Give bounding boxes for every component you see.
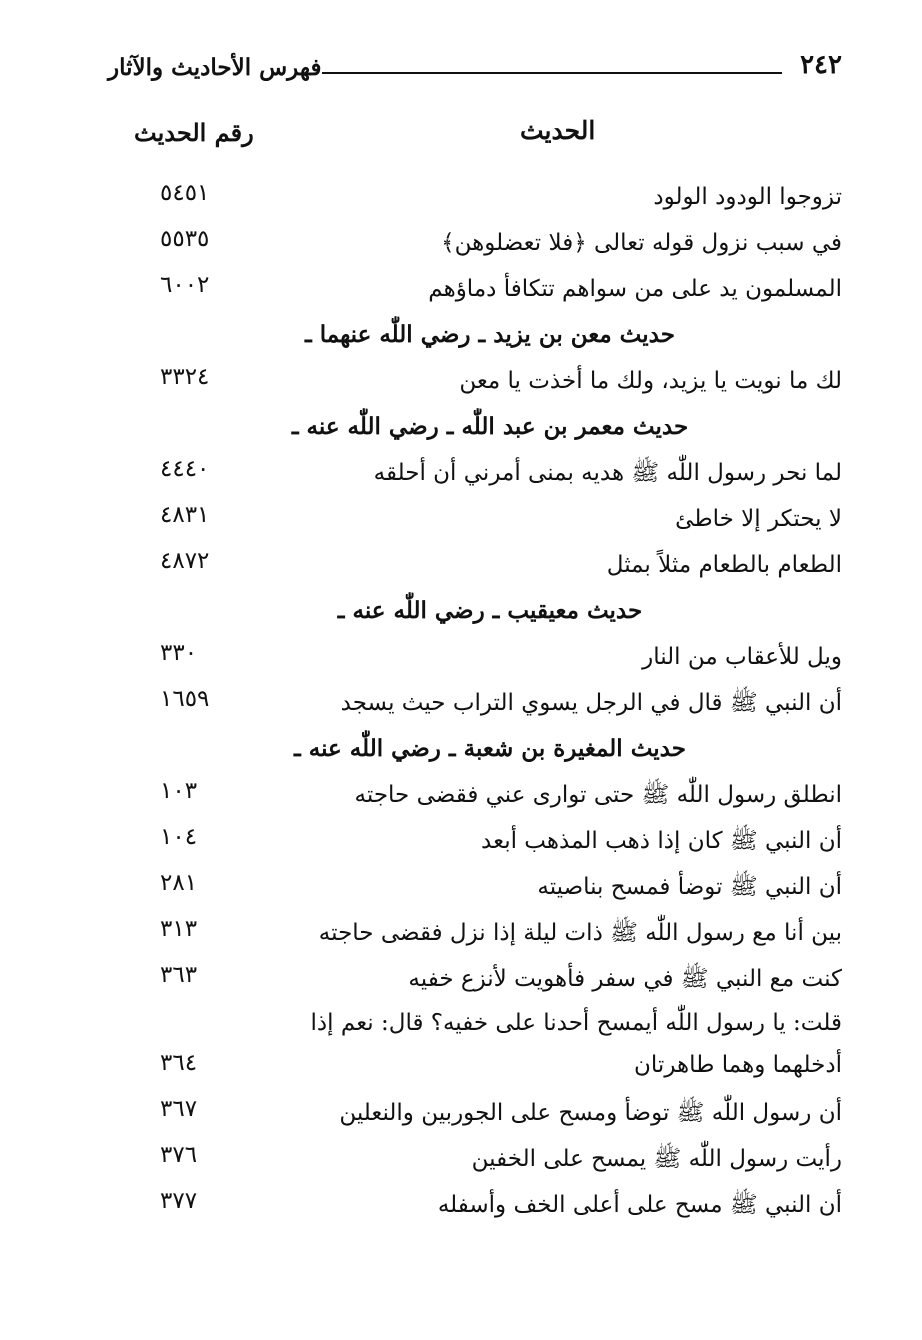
index-entry	[108, 998, 842, 1086]
index-entry	[108, 216, 842, 262]
hadith-number: ٣٦٤	[160, 1050, 198, 1076]
index-entry	[108, 906, 842, 952]
hadith-text: كنت مع النبي ﷺ في سفر فأهويت لأنزع خفيه	[408, 966, 842, 992]
section-title: حديث معن بن يزيد ـ رضي اللّٰه عنهما ـ	[305, 321, 675, 348]
hadith-text: انطلق رسول اللّٰه ﷺ حتى توارى عني فقضى حاجته	[354, 782, 842, 808]
index-entry	[108, 952, 842, 998]
hadith-number: ٣٣٠	[160, 640, 198, 666]
hadith-text: أن النبي ﷺ قال في الرجل يسوي التراب حيث يسجد	[340, 690, 842, 716]
section-heading	[108, 308, 842, 354]
hadith-number: ٣٣٢٤	[160, 364, 210, 390]
column-heading-number: رقم الحديث	[134, 118, 254, 147]
hadith-text: لك ما نويت يا يزيد، ولك ما أخذت يا معن	[459, 368, 842, 394]
index-entry	[108, 446, 842, 492]
hadith-text: لا يحتكر إلا خاطئ	[675, 506, 842, 532]
hadith-number: ٢٨١	[160, 870, 198, 896]
index-entry	[108, 1086, 842, 1132]
section-heading	[108, 400, 842, 446]
hadith-text: في سبب نزول قوله تعالى ﴿فلا تعضلوهن﴾	[441, 230, 842, 256]
hadith-number: ٤٤٤٠	[160, 456, 210, 482]
header-rule	[322, 72, 782, 74]
hadith-number: ٣٧٦	[160, 1142, 198, 1168]
running-header	[108, 48, 842, 88]
column-headings	[108, 114, 842, 154]
hadith-text: رأيت رسول اللّٰه ﷺ يمسح على الخفين	[471, 1146, 842, 1172]
hadith-text: قلت: يا رسول اللّٰه أيمسح أحدنا على خفيه؟ قال: نعم إذا أدخلهما وهما طاهرتان	[310, 1010, 842, 1078]
hadith-text: أن النبي ﷺ كان إذا ذهب المذهب أبعد	[481, 828, 842, 854]
section-title: حديث المغيرة بن شعبة ـ رضي اللّٰه عنه ـ	[294, 735, 686, 762]
hadith-number: ٥٥٣٥	[160, 226, 210, 252]
section-title: حديث معيقيب ـ رضي اللّٰه عنه ـ	[337, 597, 643, 624]
index-entry	[108, 630, 842, 676]
section-title: حديث معمر بن عبد اللّٰه ـ رضي اللّٰه عنه ـ	[291, 413, 689, 440]
index-entry	[108, 492, 842, 538]
hadith-text: الطعام بالطعام مثلاً بمثل	[606, 552, 842, 578]
hadith-text: تزوجوا الودود الولود	[653, 184, 842, 210]
hadith-text: أن النبي ﷺ مسح على أعلى الخف وأسفله	[437, 1192, 842, 1218]
index-entry	[108, 814, 842, 860]
index-entry	[108, 1178, 842, 1224]
hadith-text: أن النبي ﷺ توضأ فمسح بناصيته	[537, 874, 842, 900]
index-entry	[108, 860, 842, 906]
index-entry	[108, 262, 842, 308]
hadith-text: أن رسول اللّٰه ﷺ توضأ ومسح على الجوربين والنعلين	[339, 1100, 842, 1126]
hadith-text: المسلمون يد على من سواهم تتكافأ دماؤهم	[428, 276, 842, 302]
index-entry	[108, 768, 842, 814]
hadith-number: ٣٧٧	[160, 1188, 198, 1214]
hadith-number: ١٦٥٩	[160, 686, 210, 712]
index-entry	[108, 170, 842, 216]
hadith-number: ٣٦٣	[160, 962, 198, 988]
hadith-number: ٤٨٣١	[160, 502, 210, 528]
hadith-number: ٤٨٧٢	[160, 548, 210, 574]
hadith-text: لما نحر رسول اللّٰه ﷺ هديه بمنى أمرني أن أحلقه	[373, 460, 842, 486]
header-title: فهرس الأحاديث والآثار	[108, 54, 322, 81]
section-heading	[108, 584, 842, 630]
hadith-number: ٦٠٠٢	[160, 272, 210, 298]
column-heading-hadith: الحديث	[520, 116, 596, 145]
hadith-index-list	[108, 170, 842, 1224]
hadith-text: بين أنا مع رسول اللّٰه ﷺ ذات ليلة إذا نزل فقضى حاجته	[318, 920, 842, 946]
hadith-number: ٣١٣	[160, 916, 198, 942]
hadith-number: ١٠٤	[160, 824, 198, 850]
page-number: ٢٤٢	[800, 50, 842, 80]
index-entry	[108, 354, 842, 400]
hadith-text: ويل للأعقاب من النار	[642, 644, 842, 670]
index-entry	[108, 676, 842, 722]
index-entry	[108, 1132, 842, 1178]
hadith-number: ٣٦٧	[160, 1096, 198, 1122]
index-entry	[108, 538, 842, 584]
section-heading	[108, 722, 842, 768]
hadith-number: ١٠٣	[160, 778, 198, 804]
hadith-number: ٥٤٥١	[160, 180, 210, 206]
